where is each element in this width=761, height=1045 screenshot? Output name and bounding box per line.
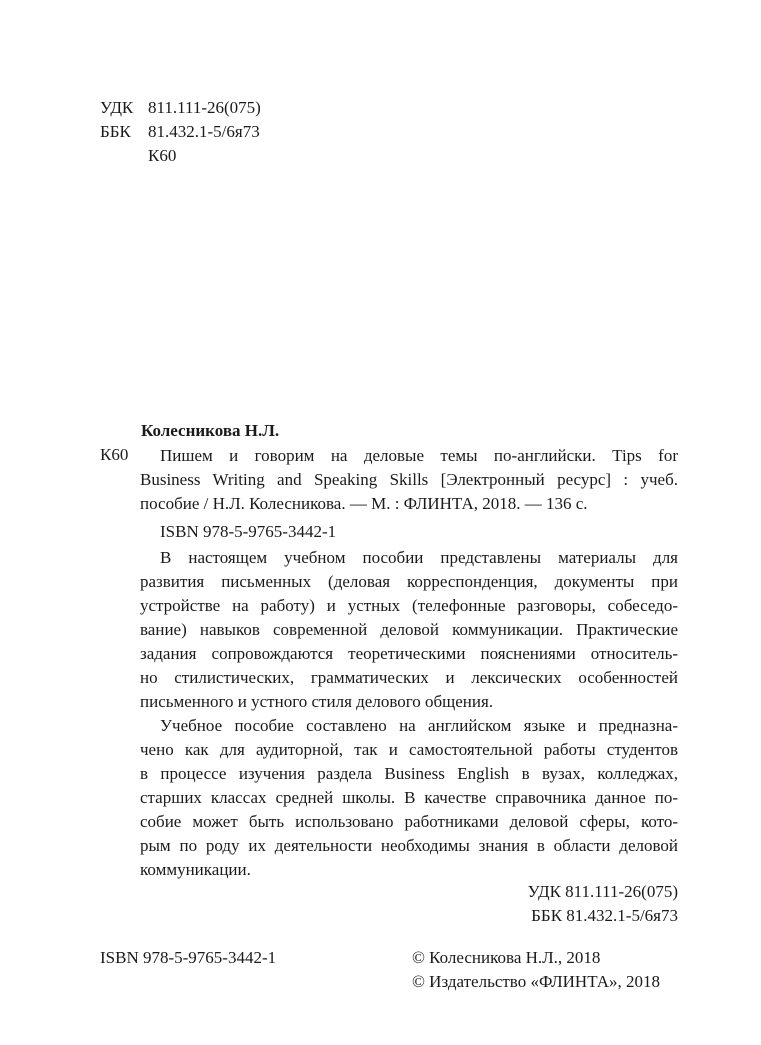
description-line: Пишем и говорим на деловые темы по-английски. Tips for — [160, 446, 678, 465]
description-line: Business Writing and Speaking Skills [Электронный ресурс] : учеб. — [140, 470, 678, 489]
copyright-author: © Колесникова Н.Л., 2018 — [412, 948, 601, 967]
author-mark: К60 — [100, 445, 129, 464]
description-line: пособие / Н.Л. Колесникова. — М. : ФЛИНТА, 2018. — 136 с. — [140, 494, 588, 513]
annotation-line: развития письменных (деловая корреспонденция, документы при — [140, 572, 678, 591]
annotation-line: рым по роду их деятельности необходимы знания в области деловой — [140, 836, 678, 855]
author-mark-top: К60 — [148, 146, 177, 165]
bbk-footer: ББК 81.432.1-5/6я73 — [531, 906, 678, 925]
annotation-line: в процессе изучения раздела Business English в вузах, колледжах, — [140, 764, 678, 783]
annotation-line: Учебное пособие составлено на английском языке и предназна- — [160, 716, 678, 735]
author-name: Колесникова Н.Л. — [141, 421, 280, 440]
bbk-value: 81.432.1-5/6я73 — [148, 122, 260, 141]
annotation-line: В настоящем учебном пособии представлены материалы для — [160, 548, 678, 567]
annotation-line: старших классах средней школы. В качестве справочника данное по- — [140, 788, 678, 807]
annotation-line: вание) навыков современной деловой коммуникации. Практические — [140, 620, 678, 639]
annotation-line: но стилистических, грамматических и лексических особенностей — [140, 668, 678, 687]
annotation-line: чено как для аудиторной, так и самостоятельной работы студентов — [140, 740, 678, 759]
annotation-line: коммуникации. — [140, 860, 251, 879]
annotation-line: собие может быть использовано работниками деловой сферы, кото- — [140, 812, 678, 831]
isbn-catalog: ISBN 978-5-9765-3442-1 — [160, 522, 337, 541]
copyright-publisher: © Издательство «ФЛИНТА», 2018 — [412, 972, 661, 991]
annotation-line: задания сопровождаются теоретическими пояснениями относитель- — [140, 644, 678, 663]
bbk-label: ББК — [100, 122, 131, 141]
udk-footer: УДК 811.111-26(075) — [527, 882, 678, 901]
isbn-bottom: ISBN 978-5-9765-3442-1 — [100, 948, 277, 967]
annotation-line: устройстве на работу) и устных (телефонные разговоры, собеседо- — [140, 596, 678, 615]
annotation-line: письменного и устного стиля делового общения. — [140, 692, 494, 711]
udk-value: 811.111-26(075) — [148, 98, 261, 117]
udk-label: УДК — [100, 98, 134, 117]
